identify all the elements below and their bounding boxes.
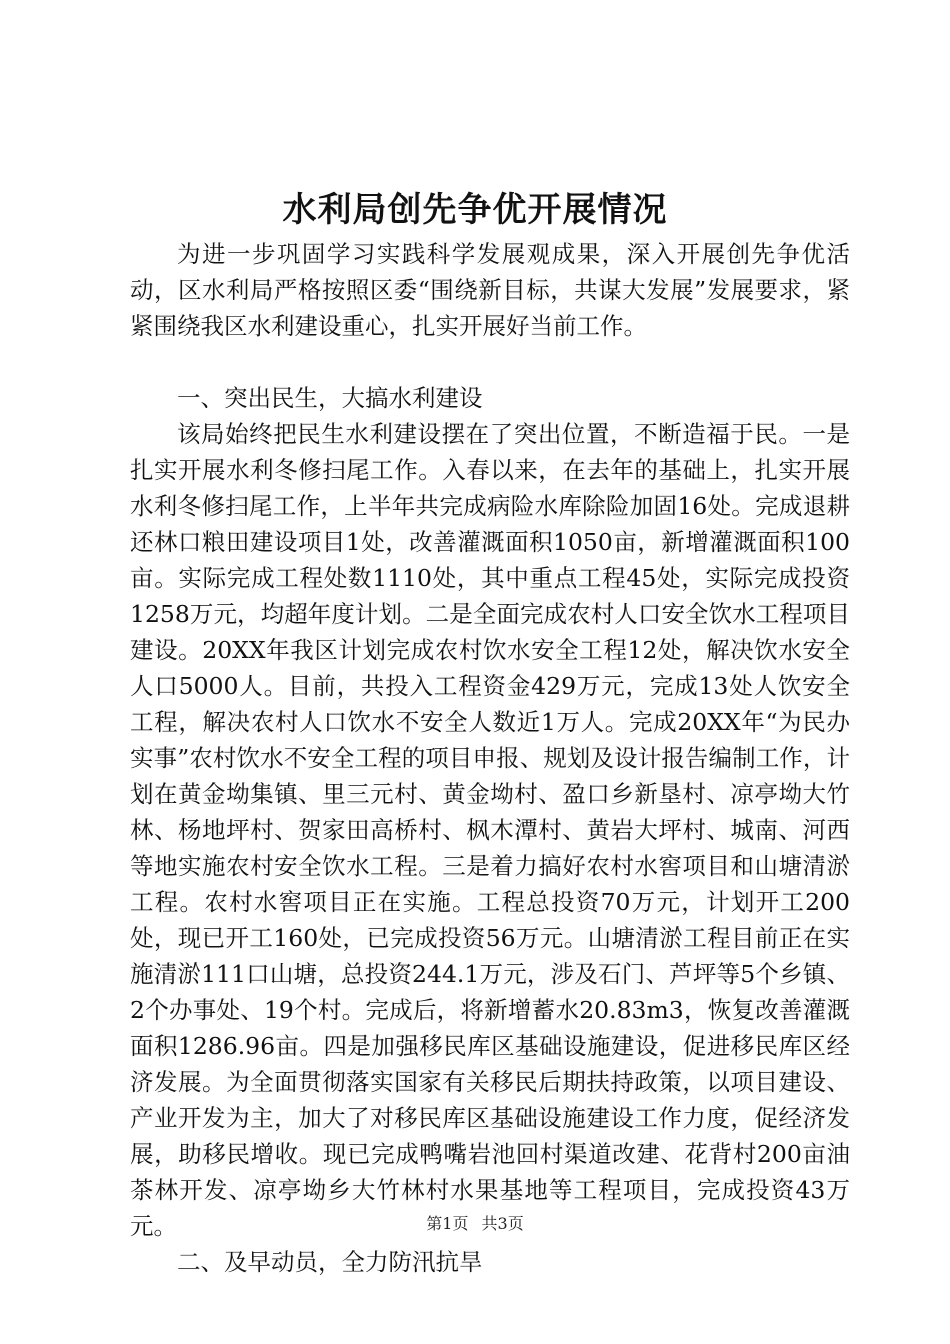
section-1-heading: 一、突出民生，大搞水利建设	[177, 384, 483, 412]
section-2-heading: 二、及早动员，全力防汛抗旱	[177, 1248, 483, 1276]
document-body	[130, 236, 850, 1280]
section-1-paragraph: 该局始终把民生水利建设摆在了突出位置，不断造福于民。一是扎实开展水利冬修扫尾工作。入春以来，在去年的基础上，扎实开展水利冬修扫尾工作，上半年共完成病险水库除险加固16处。完成退耕还林口粮田建设项目1处，改善灌溉面积1050亩，新增灌溉面积100亩。实际完成工程处数1110处，其中重点工程45处，实际完成投资1258万元，均超年度计划。二是全面完成农村人口安全饮水工程项目建设。20XX年我区计划完成农村饮水安全工程12处，解决饮水安全人口5000人。目前，共投入工程资金429万元，完成13处人饮安全工程，解决农村人口饮水不安全人数近1万人。完成20XX年“为民办实事”农村饮水不安全工程的项目申报、规划及设计报告编制工作，计划在黄金坳集镇、里三元村、黄金坳村、盈口乡新垦村、凉亭坳大竹林、杨地坪村、贺家田高桥村、枫木潭村、黄岩大坪村、城南、河西等地实施农村安全饮水工程。三是着力搞好农村水窖项目和山塘清淤工程。农村水窖项目正在实施。工程总投资70万元，计划开工200处，现已开工160处，已完成投资56万元。山塘清淤工程目前正在实施清淤111口山塘，总投资244.1万元，涉及石门、芦坪等5个乡镇、2个办事处、19个村。完成后，将新增蓄水20.83m3，恢复改善灌溉面积1286.96亩。四是加强移民库区基础设施建设，促进移民库区经济发展。为全面贯彻落实国家有关移民后期扶持政策，以项目建设、产业开发为主，加大了对移民库区基础设施建设工作力度，促经济发展，助移民增收。现已完成鸭嘴岩池回村渠道改建、花背村200亩油茶林开发、凉亭坳乡大竹林村水果基地等工程项目，完成投资43万元。	[130, 420, 850, 1240]
page-number-total: 共3页	[481, 1214, 524, 1233]
intro-paragraph: 为进一步巩固学习实践科学发展观成果，深入开展创先争优活动，区水利局严格按照区委“围绕新目标，共谋大发展”发展要求，紧紧围绕我区水利建设重心，扎实开展好当前工作。	[130, 240, 850, 340]
document-title: 水利局创先争优开展情况	[282, 190, 668, 230]
page-number-current: 第1页	[426, 1214, 469, 1233]
paragraph-spacer	[130, 344, 850, 380]
page-footer	[0, 1212, 950, 1236]
